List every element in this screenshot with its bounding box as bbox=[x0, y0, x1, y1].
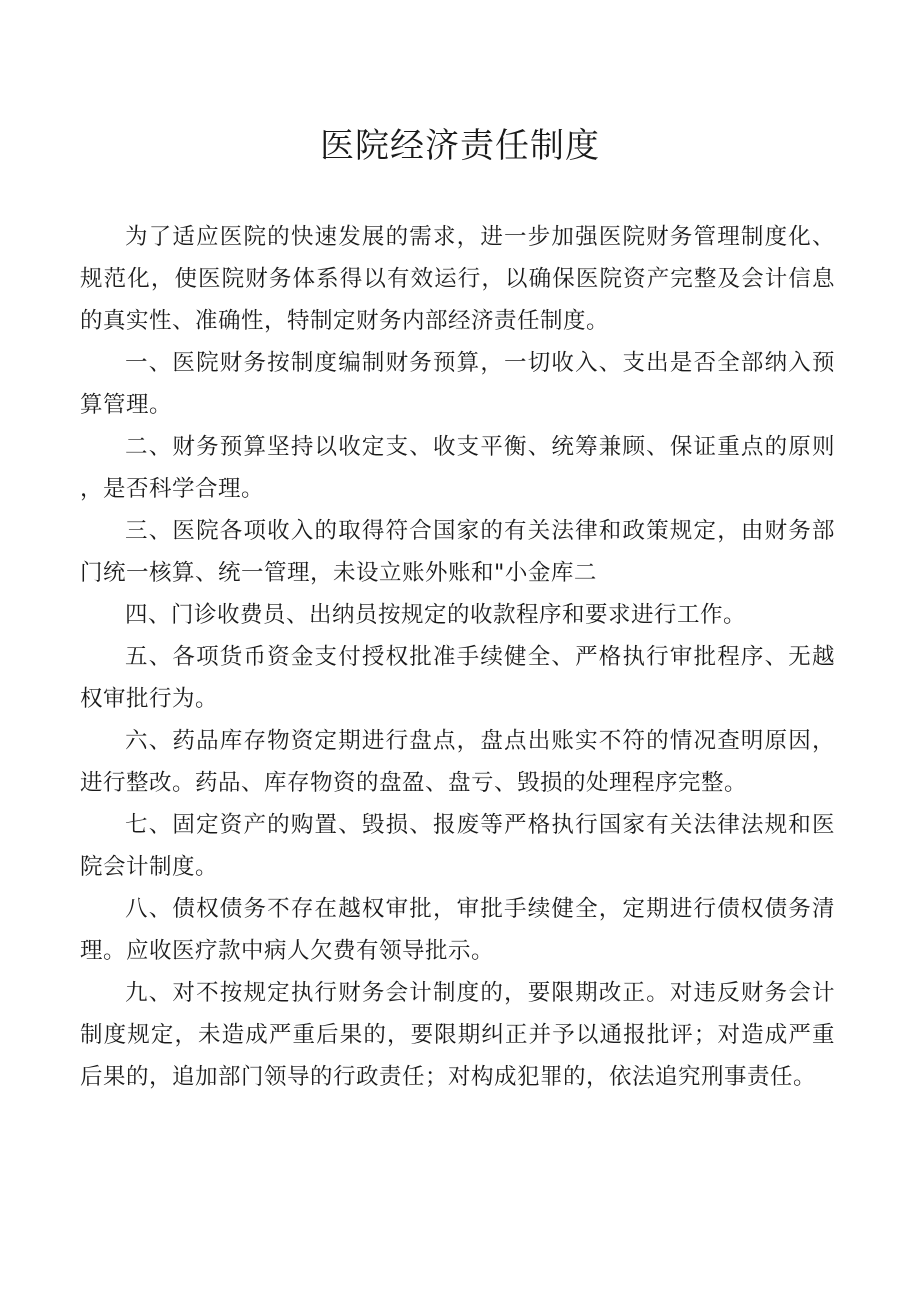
paragraph-item-8: 八、债权债务不存在越权审批，审批手续健全，定期进行债权债务清理。应收医疗款中病人欠费有领导批示。 bbox=[80, 896, 835, 964]
paragraph-item-9: 九、对不按规定执行财务会计制度的，要限期改正。对违反财务会计制度规定，未造成严重后果的，要限期纠正并予以通报批评；对造成严重后果的，追加部门领导的行政责任；对构成犯罪的，依法追究刑事责任。 bbox=[80, 980, 835, 1090]
paragraph-item-6: 六、药品库存物资定期进行盘点，盘点出账实不符的情况查明原因，进行整改。药品、库存物资的盘盈、盘亏、毁损的处理程序完整。 bbox=[80, 728, 835, 796]
paragraph-item-3: 三、医院各项收入的取得符合国家的有关法律和政策规定，由财务部门统一核算、统一管理，未设立账外账和"小金库二 bbox=[80, 518, 835, 586]
paragraph-item-2: 二、财务预算坚持以收定支、收支平衡、统筹兼顾、保证重点的原则，是否科学合理。 bbox=[80, 434, 835, 502]
paragraph-item-4: 四、门诊收费员、出纳员按规定的收款程序和要求进行工作。 bbox=[125, 602, 747, 628]
paragraph-item-7: 七、固定资产的购置、毁损、报废等严格执行国家有关法律法规和医院会计制度。 bbox=[80, 812, 835, 880]
paragraph-intro: 为了适应医院的快速发展的需求，进一步加强医院财务管理制度化、规范化，使医院财务体系得以有效运行，以确保医院资产完整及会计信息的真实性、准确性，特制定财务内部经济责任制度。 bbox=[80, 224, 835, 334]
document-title: 医院经济责任制度 bbox=[320, 126, 600, 166]
paragraph-item-1: 一、医院财务按制度编制财务预算，一切收入、支出是否全部纳入预算管理。 bbox=[80, 350, 835, 418]
document-body bbox=[80, 216, 835, 1098]
paragraph-item-5: 五、各项货币资金支付授权批准手续健全、严格执行审批程序、无越权审批行为。 bbox=[80, 644, 835, 712]
